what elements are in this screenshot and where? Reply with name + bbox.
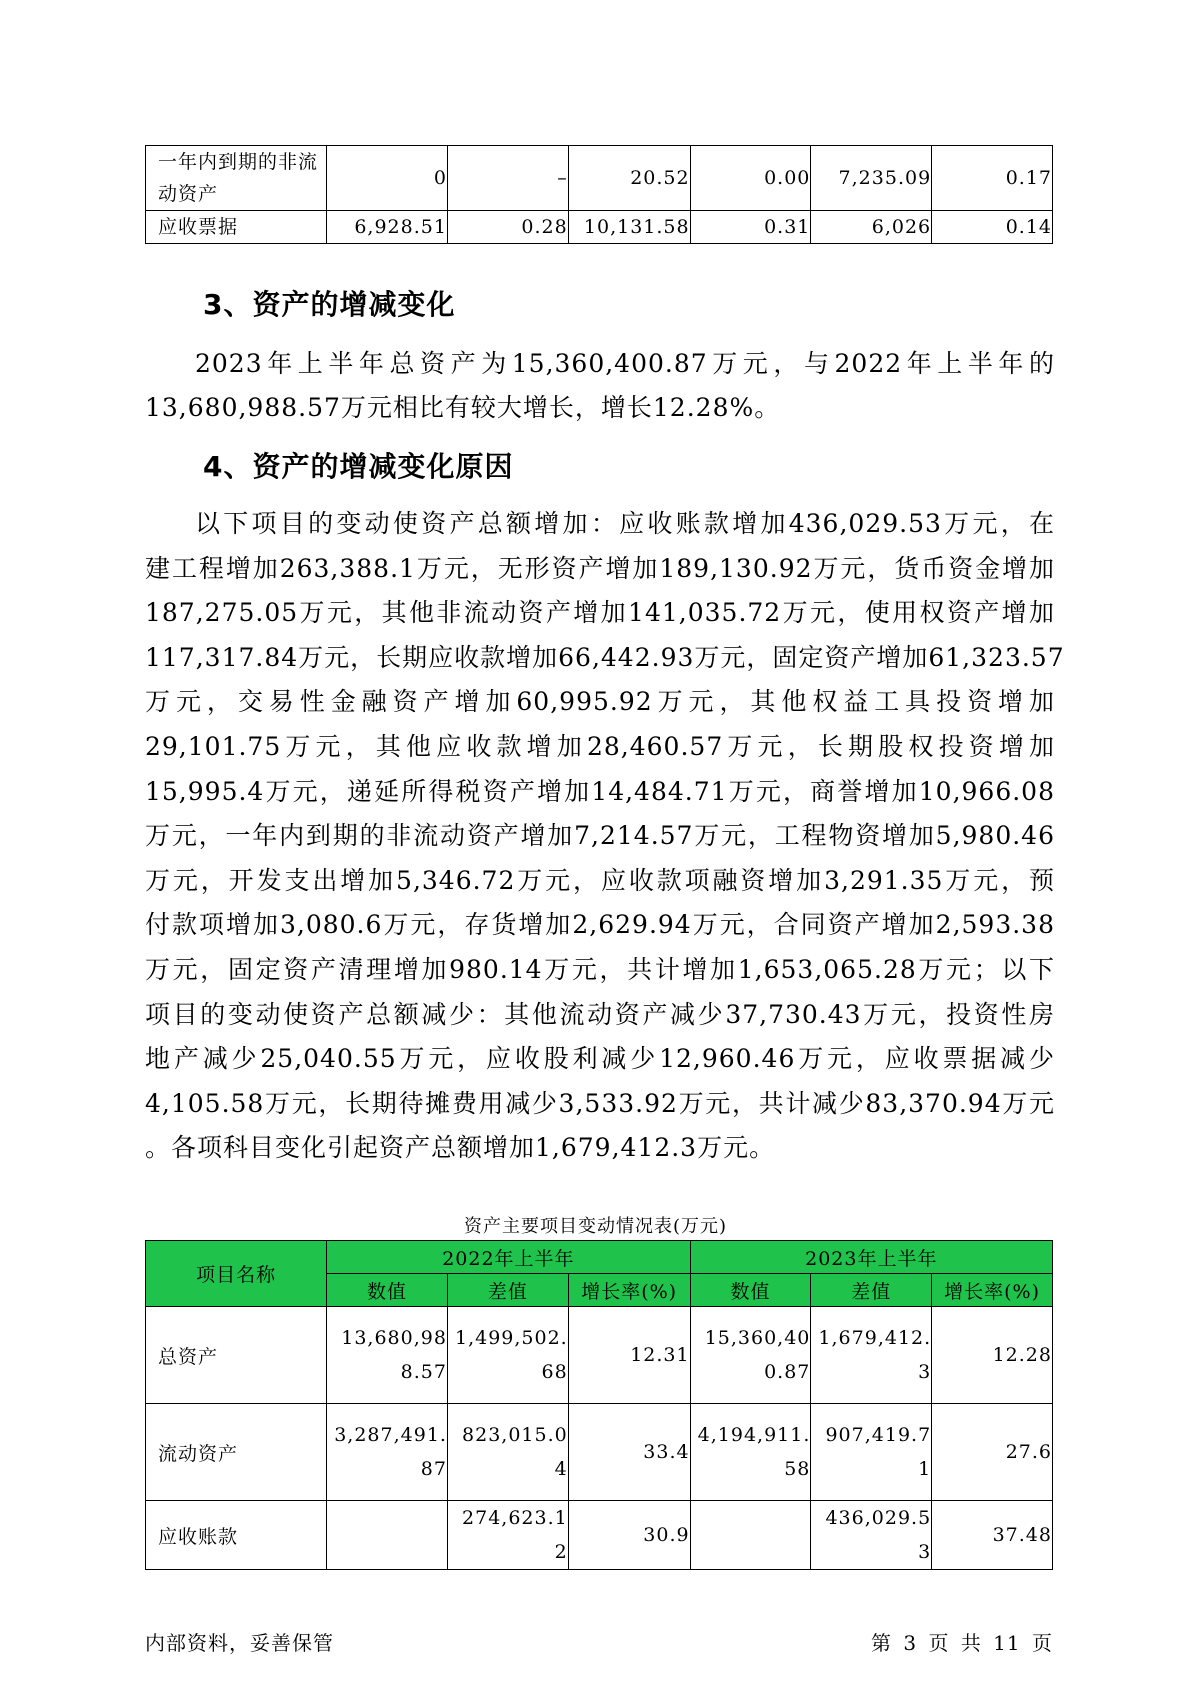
cell-value: 6,026 [811, 211, 932, 244]
cell-value: 30.9 [568, 1501, 690, 1570]
header-diff: 差值 [811, 1274, 932, 1307]
cell-value: 823,015.04 [447, 1404, 568, 1501]
footer-page-number: 第 3 页 共 11 页 [871, 1631, 1053, 1655]
cell-value: 0.28 [447, 211, 568, 244]
paragraph-line: 117,317.84万元，长期应收款增加66,442.93万元，固定资产增加61,323.57 [145, 642, 1065, 672]
cell-value: 37.48 [932, 1501, 1053, 1570]
paragraph-line: 项目的变动使资产总额减少：其他流动资产减少37,730.43万元，投资性房 [145, 999, 1055, 1029]
cell-value: 3,287,491.87 [327, 1404, 448, 1501]
paragraph-line: 13,680,988.57万元相比有较大增长，增长12.28%。 [145, 393, 781, 422]
paragraph-line: 付款项增加3,080.6万元，存货增加2,629.94万元，合同资产增加2,593.38 [145, 910, 1055, 940]
cell-value [327, 1501, 448, 1570]
cell-value: 20.52 [568, 146, 690, 211]
cell-value: 0.14 [932, 211, 1053, 244]
section-heading: 3、资产的增减变化 [203, 288, 456, 321]
paragraph-line: 29,101.75万元，其他应收款增加28,460.57万元，长期股权投资增加 [145, 731, 1055, 761]
header-item-name: 项目名称 [146, 1241, 327, 1307]
table-row [146, 1404, 1053, 1501]
cell-value: 274,623.12 [447, 1501, 568, 1570]
item-name: 一年内到期的非流动资产 [146, 146, 327, 211]
header-diff: 差值 [447, 1274, 568, 1307]
table-header-row [146, 1241, 1053, 1274]
section4-paragraph [145, 502, 1065, 1171]
paragraph-line: 。各项科目变化引起资产总额增加1,679,412.3万元。 [145, 1133, 776, 1163]
table-row [146, 146, 1053, 211]
paragraph-line: 万元，固定资产清理增加980.14万元，共计增加1,653,065.28万元；以下 [145, 954, 1055, 984]
item-name: 总资产 [146, 1307, 327, 1404]
footer-confidential-note: 内部资料，妥善保管 [145, 1631, 334, 1655]
cell-value: 4,194,911.58 [690, 1404, 811, 1501]
cell-value: 0.31 [690, 211, 811, 244]
table-row [146, 211, 1053, 244]
cell-value: 1,679,412.3 [811, 1307, 932, 1404]
cell-value [690, 1501, 811, 1570]
cell-value: 7,235.09 [811, 146, 932, 211]
cell-value: 0.00 [690, 146, 811, 211]
paragraph-line: 15,995.4万元，递延所得税资产增加14,484.71万元，商誉增加10,966.08 [145, 776, 1055, 806]
table-row [146, 1307, 1053, 1404]
cell-value: 907,419.71 [811, 1404, 932, 1501]
paragraph-line: 万元，一年内到期的非流动资产增加7,214.57万元，工程物资增加5,980.46 [145, 821, 1055, 851]
header-value: 数值 [690, 1274, 811, 1307]
header-period-2022: 2022年上半年 [327, 1241, 690, 1274]
paragraph-line: 万元，开发支出增加5,346.72万元，应收款项融资增加3,291.35万元，预 [145, 865, 1055, 895]
header-rate: 增长率(%) [932, 1274, 1053, 1307]
table-caption: 资产主要项目变动情况表(万元) [463, 1216, 728, 1237]
paragraph-line: 187,275.05万元，其他非流动资产增加141,035.72万元，使用权资产增加 [145, 598, 1055, 628]
item-name: 流动资产 [146, 1404, 327, 1501]
asset-change-table [145, 1240, 1053, 1570]
cell-value: 0.17 [932, 146, 1053, 211]
cell-value: 13,680,988.57 [327, 1307, 448, 1404]
paragraph-line: 4,105.58万元，长期待摊费用减少3,533.92万元，共计减少83,370.94万元 [145, 1088, 1055, 1118]
table-row [146, 1501, 1053, 1570]
cell-value: 15,360,400.87 [690, 1307, 811, 1404]
cell-value: 6,928.51 [327, 211, 448, 244]
paragraph-line: 地产减少25,040.55万元，应收股利减少12,960.46万元，应收票据减少 [145, 1044, 1055, 1074]
cell-value: – [447, 146, 568, 211]
cell-value: 436,029.53 [811, 1501, 932, 1570]
paragraph-line: 万元，交易性金融资产增加60,995.92万元，其他权益工具投资增加 [145, 687, 1055, 717]
cell-value: 27.6 [932, 1404, 1053, 1501]
cell-value: 0 [327, 146, 448, 211]
paragraph-line: 建工程增加263,388.1万元，无形资产增加189,130.92万元，货币资金增加 [145, 553, 1055, 583]
paragraph-line: 以下项目的变动使资产总额增加：应收账款增加436,029.53万元，在 [195, 509, 1055, 538]
cell-value: 1,499,502.68 [447, 1307, 568, 1404]
header-value: 数值 [327, 1274, 448, 1307]
header-period-2023: 2023年上半年 [690, 1241, 1052, 1274]
cell-value: 12.28 [932, 1307, 1053, 1404]
top-asset-table [145, 145, 1053, 244]
item-name: 应收票据 [146, 211, 327, 244]
item-name: 应收账款 [146, 1501, 327, 1570]
cell-value: 12.31 [568, 1307, 690, 1404]
cell-value: 10,131.58 [568, 211, 690, 244]
section3-paragraph [145, 342, 1055, 430]
section-heading: 4、资产的增减变化原因 [203, 450, 514, 483]
paragraph-line: 2023年上半年总资产为15,360,400.87万元，与2022年上半年的 [195, 349, 1055, 378]
header-rate: 增长率(%) [568, 1274, 690, 1307]
cell-value: 33.4 [568, 1404, 690, 1501]
